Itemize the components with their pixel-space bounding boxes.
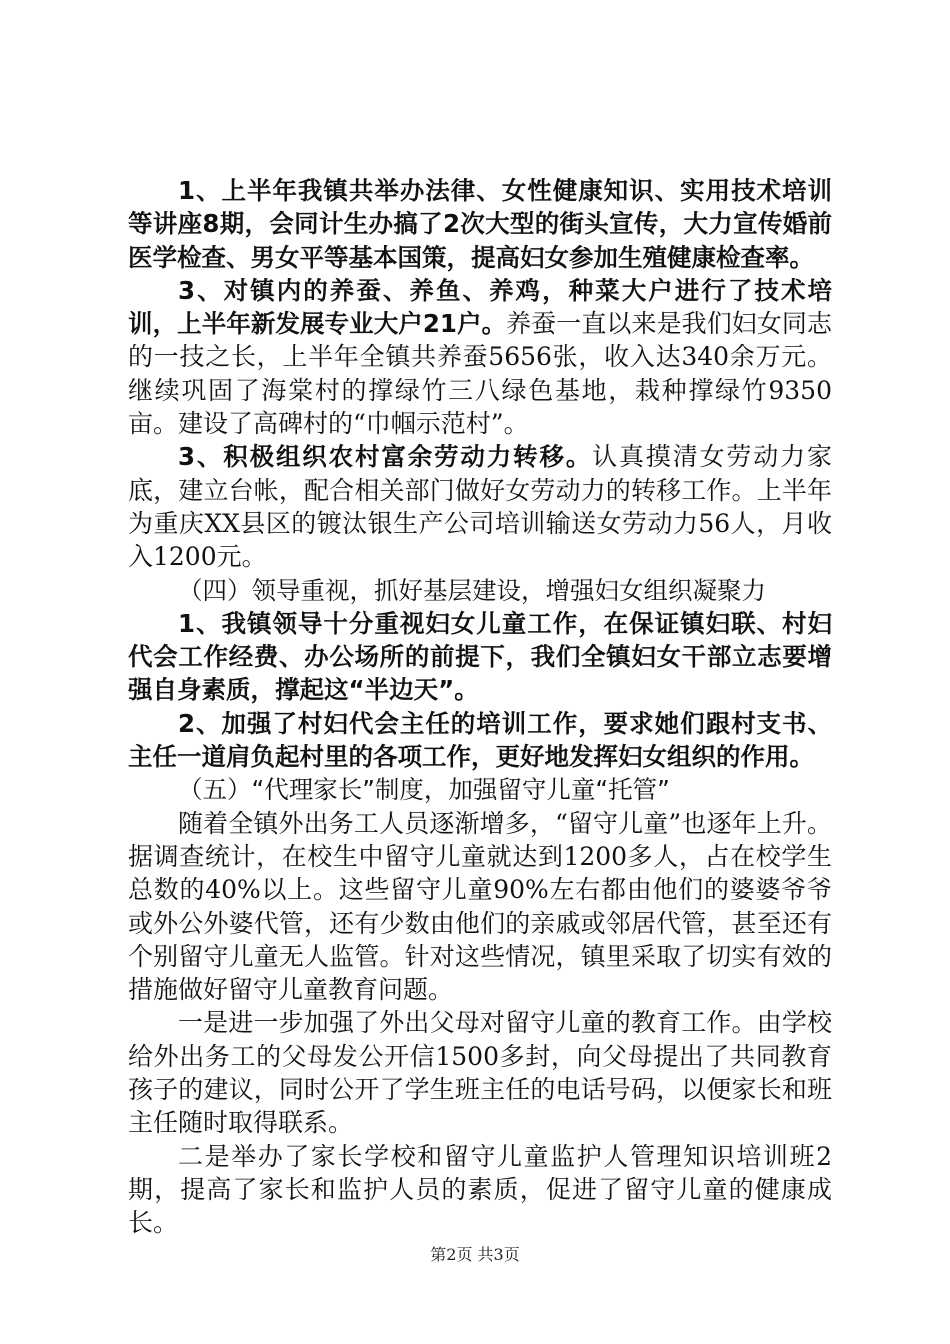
paragraph-3-bold: 3、积极组织农村富余劳动力转移。 [178, 442, 593, 472]
paragraph-6-bold: 2、加强了村妇代会主任的培训工作，要求她们跟村支书、主任一道肩负起村里的各项工作，更好地发挥妇女组织的作用。 [128, 708, 832, 772]
paragraph-10-text: 二是举办了家长学校和留守儿童监护人管理知识培训班2期，提高了家长和监护人员的素质，促进了留守儿童的健康成长。 [128, 1141, 832, 1238]
paragraph-3 [128, 440, 832, 573]
page-footer [0, 1242, 950, 1265]
section-heading-5: （五）“代理家长”制度，加强留守儿童“托管” [178, 775, 670, 805]
paragraph-9 [128, 1006, 832, 1139]
paragraph-8 [128, 807, 832, 1007]
document-body [128, 174, 832, 1240]
paragraph-1-bold: 1、上半年我镇共举办法律、女性健康知识、实用技术培训等讲座8期，会同计生办搞了2次大型的街头宣传，大力宣传婚前医学检查、男女平等基本国策，提高妇女参加生殖健康检查率。 [128, 176, 832, 272]
paragraph-8-text: 随着全镇外出务工人员逐渐增多，“留守儿童”也逐年上升。据调查统计，在校生中留守儿童就达到1200多人，占在校学生总数的40%以上。这些留守儿童90%左右都由他们的婆婆爷爷或外公外婆代管，还有少数由他们的亲戚或邻居代管，甚至还有个别留守儿童无人监管。针对这些情况，镇里采取了切实有效的措施做好留守儿童教育问题。 [128, 808, 832, 1005]
paragraph-3-text: 认真摸清女劳动力家底，建立台帐，配合相关部门做好女劳动力的转移工作。上半年为重庆XX县区的镀汰银生产公司培训输送女劳动力56人，月收入1200元。 [128, 442, 832, 572]
paragraph-10 [128, 1140, 832, 1240]
paragraph-1 [128, 174, 832, 274]
paragraph-2 [128, 274, 832, 440]
paragraph-2-text: 养蚕一直以来是我们妇女同志的一技之长，上半年全镇共养蚕5656张，收入达340余万元。继续巩固了海棠村的撑绿竹三八绿色基地，栽种撑绿竹9350亩。建设了高碑村的“巾帼示范村”。 [128, 309, 832, 439]
paragraph-9-text: 一是进一步加强了外出父母对留守儿童的教育工作。由学校给外出务工的父母发公开信1500多封，向父母提出了共同教育孩子的建议，同时公开了学生班主任的电话号码，以便家长和班主任随时取得联系。 [128, 1008, 832, 1138]
paragraph-5-bold: 1、我镇领导十分重视妇女儿童工作，在保证镇妇联、村妇代会工作经费、办公场所的前提下，我们全镇妇女干部立志要增强自身素质，撑起这“半边天”。 [128, 608, 832, 705]
page-number-label: 第2页 共3页 [430, 1245, 520, 1264]
paragraph-2-bold: 3、对镇内的养蚕、养鱼、养鸡，种菜大户进行了技术培训，上半年新发展专业大户21户。 [128, 275, 832, 339]
paragraph-5 [128, 607, 832, 707]
section-heading-4: （四）领导重视，抓好基层建设，增强妇女组织凝聚力 [178, 575, 766, 605]
paragraph-6 [128, 707, 832, 774]
